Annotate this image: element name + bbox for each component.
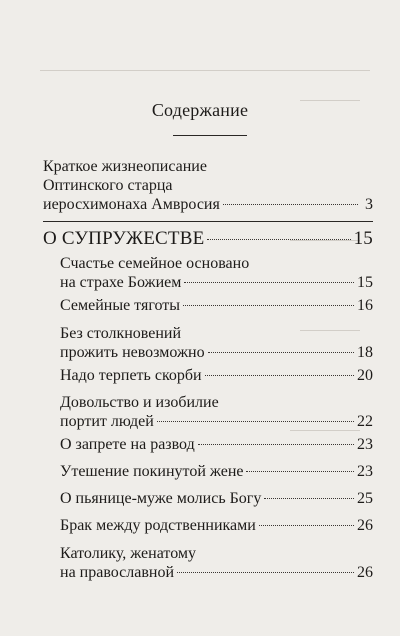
entry-line: Надо терпеть скорби <box>60 367 202 384</box>
dot-leader <box>208 352 354 353</box>
page-number: 25 <box>357 490 373 507</box>
page-number: 15 <box>353 228 373 249</box>
page-number: 23 <box>357 463 373 480</box>
entry-line: Католику, женатому <box>60 545 197 562</box>
page-number: 18 <box>357 344 373 361</box>
toc-item[interactable] <box>60 324 373 362</box>
dot-leader <box>264 498 354 499</box>
page-number: 26 <box>357 564 373 581</box>
page-number: 3 <box>365 196 373 213</box>
toc-item[interactable] <box>60 516 373 535</box>
dot-leader <box>205 375 354 376</box>
entry-line: на православной <box>60 564 175 581</box>
section-divider <box>43 221 373 222</box>
page-number: 23 <box>357 436 373 453</box>
entry-line: Семейные тяготы <box>60 297 181 314</box>
toc-item[interactable] <box>60 393 373 431</box>
toc-item[interactable] <box>60 254 373 292</box>
section-label: О СУПРУЖЕСТВЕ <box>43 228 205 249</box>
toc-item[interactable] <box>60 544 373 582</box>
entry-line: прожить невозможно <box>60 344 205 361</box>
dot-leader <box>177 572 354 573</box>
page-number: 26 <box>357 517 373 534</box>
toc-entry-biography[interactable] <box>43 157 373 214</box>
entry-line: портит людей <box>60 413 154 430</box>
toc-item[interactable] <box>60 435 373 454</box>
entry-line: Оптинского старца <box>43 177 173 194</box>
dot-leader <box>246 471 354 472</box>
dot-leader <box>157 421 354 422</box>
show-through-rule <box>40 70 370 71</box>
page-number: 15 <box>357 274 373 291</box>
title-underline <box>173 135 247 136</box>
dot-leader <box>223 204 358 205</box>
toc-item[interactable] <box>60 462 373 481</box>
entry-line: Брак между родственниками <box>60 517 256 534</box>
page-number: 22 <box>357 413 373 430</box>
entry-line: О запрете на развод <box>60 436 195 453</box>
toc-title: Содержание <box>151 100 249 120</box>
page-number: 20 <box>357 367 373 384</box>
entry-line: Счастье семейное основано <box>60 255 250 272</box>
dot-leader <box>184 282 354 283</box>
dot-leader <box>183 305 354 306</box>
entry-line: Краткое жизнеописание <box>43 158 207 175</box>
entry-line: иеросхимонаха Амвросия <box>43 196 220 213</box>
toc-item[interactable] <box>60 296 373 315</box>
toc-item[interactable] <box>60 366 373 385</box>
entry-line: на страхе Божием <box>60 274 182 291</box>
toc-item[interactable] <box>60 489 373 508</box>
dot-leader <box>207 239 350 240</box>
entry-line: Довольство и изобилие <box>60 394 219 411</box>
page-number: 16 <box>357 297 373 314</box>
entry-line: Утешение покинутой жене <box>60 463 244 480</box>
entry-line: О пьянице-муже молись Богу <box>60 490 262 507</box>
toc-section-heading[interactable] <box>43 229 373 248</box>
dot-leader <box>198 444 354 445</box>
entry-line: Без столкновений <box>60 325 182 342</box>
dot-leader <box>259 525 354 526</box>
